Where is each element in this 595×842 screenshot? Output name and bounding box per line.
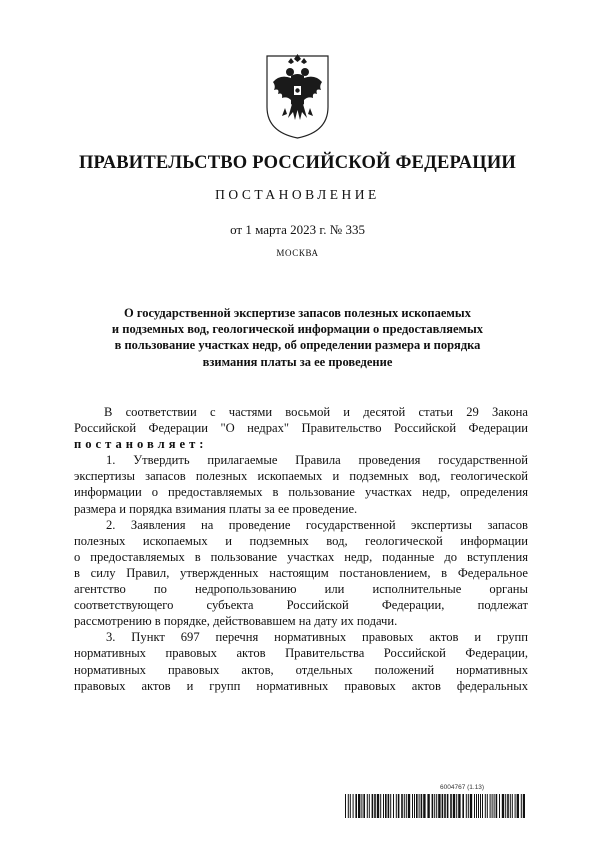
body-line: 2. Заявления на проведение государственной экспертизы запасов xyxy=(106,517,528,532)
document-date-number: от 1 марта 2023 г. № 335 xyxy=(230,222,365,237)
body-line: экспертизы запасов полезных ископаемых и подземных вод, геологической xyxy=(74,469,528,484)
title-line: в пользование участках недр, об определении размера и порядка xyxy=(114,338,481,353)
title-line: и подземных вод, геологической информации о предоставляемых xyxy=(111,322,484,337)
body-line: размера и порядка взимания платы за ее проведение. xyxy=(74,501,358,516)
title-line: взимания платы за ее проведение xyxy=(202,354,393,369)
document-city: МОСКВА xyxy=(276,248,319,258)
body-line: о предоставляемых в пользование участках недр, поданные до вступления xyxy=(74,549,528,564)
body-line: агентство по недропользованию или исполнительные органы xyxy=(74,582,528,597)
body-line: В соответствии с частями восьмой и десятой статьи 29 Закона xyxy=(104,405,528,419)
body-line: 3. Пункт 697 перечня нормативных правовых актов и групп xyxy=(106,630,528,645)
body-line: рассмотрению в порядке, действовавшем на дату их подачи. xyxy=(74,614,398,629)
title-line: О государственной экспертизе запасов полезных ископаемых xyxy=(124,306,471,320)
barcode-icon xyxy=(345,794,525,818)
barcode-id: 6004767 (1.13) xyxy=(440,784,485,791)
body-line: нормативных правовых актов Правительства Российской Федерации, xyxy=(74,646,528,661)
government-title: ПРАВИТЕЛЬСТВО РОССИЙСКОЙ ФЕДЕРАЦИИ xyxy=(78,153,517,173)
body-line: нормативных правовых актов, отдельных положений нормативных xyxy=(74,662,528,677)
document-title xyxy=(0,305,595,370)
resolution-word: постановляет: xyxy=(74,437,208,452)
body-line: Российской Федерации "О недрах" Правительство Российской Федерации xyxy=(74,421,528,436)
document-type: ПОСТАНОВЛЕНИЕ xyxy=(215,187,380,202)
body-line: правовых актов и групп нормативных правовых актов федеральных xyxy=(74,678,528,693)
coat-of-arms-icon xyxy=(264,52,331,140)
document-body xyxy=(74,404,528,694)
body-line: информации о предоставляемых в пользование участках недр, определения xyxy=(74,485,528,500)
body-line: в силу Правил, утвержденных настоящим постановлением, в Федеральное xyxy=(74,565,528,580)
body-line: 1. Утвердить прилагаемые Правила проведения государственной xyxy=(106,453,528,468)
body-line: полезных ископаемых и подземных вод, геологической информации xyxy=(74,533,528,548)
body-line: соответствующего субъекта Российской Федерации, подлежат xyxy=(74,598,528,613)
